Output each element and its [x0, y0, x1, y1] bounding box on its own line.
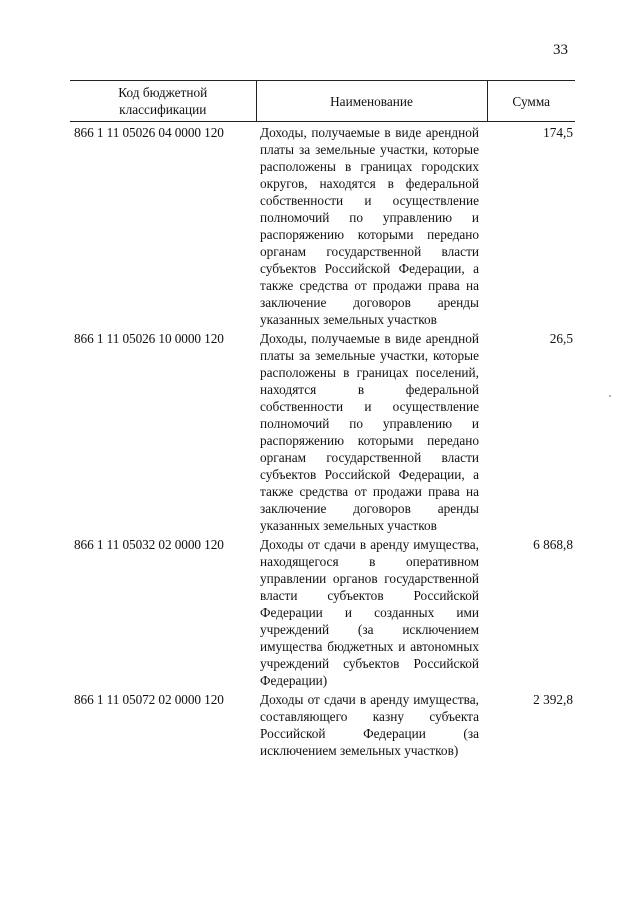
row-code: 866 1 11 05072 02 0000 120 — [74, 692, 224, 707]
scan-speck — [609, 395, 611, 397]
table-row — [70, 689, 575, 759]
row-code: 866 1 11 05026 04 0000 120 — [74, 125, 224, 140]
row-name: Доходы от сдачи в аренду имущества, составляющего казну субъекта Российской Федерации (за исключением земельных участков) — [260, 692, 479, 758]
row-name: Доходы, получаемые в виде арендной платы за земельные участки, которые расположены в границах поселений, находятся в федеральной собственности и осуществление полномочий по управлению и распоряжению которыми передано органам государственной власти субъектов Российской Федерации, а также средства от продажи права на заключение договоров аренды указанных земельных участков — [260, 331, 479, 533]
budget-classification-table — [70, 80, 575, 759]
table-header-row — [70, 81, 575, 122]
table-row — [70, 122, 575, 329]
row-code: 866 1 11 05032 02 0000 120 — [74, 537, 224, 552]
table-row — [70, 534, 575, 689]
header-name: Наименование — [256, 81, 487, 122]
header-code: Код бюджетной классификации — [70, 81, 256, 122]
row-sum: 2 392,8 — [533, 692, 573, 707]
table-row — [70, 328, 575, 534]
row-name: Доходы, получаемые в виде арендной платы за земельные участки, которые расположены в границах городских округов, находятся в федеральной собственности и осуществление полномочий по управлению и распоряжению которыми передано органам государственной власти субъектов Российской Федерации, а также средства от продажи права на заключение договоров аренды указанных земельных участков — [260, 125, 479, 327]
row-sum: 174,5 — [543, 125, 573, 140]
row-sum: 26,5 — [549, 331, 573, 346]
row-name: Доходы от сдачи в аренду имущества, находящегося в оперативном управлении органов государственной власти субъектов Российской Федерации и созданных ими учреждений (за исключением имущества бюджетных и автономных учреждений субъектов Российской Федерации) — [260, 537, 479, 688]
header-sum: Сумма — [487, 81, 575, 122]
page-number: 33 — [553, 42, 568, 58]
row-code: 866 1 11 05026 10 0000 120 — [74, 331, 224, 346]
row-sum: 6 868,8 — [533, 537, 573, 552]
